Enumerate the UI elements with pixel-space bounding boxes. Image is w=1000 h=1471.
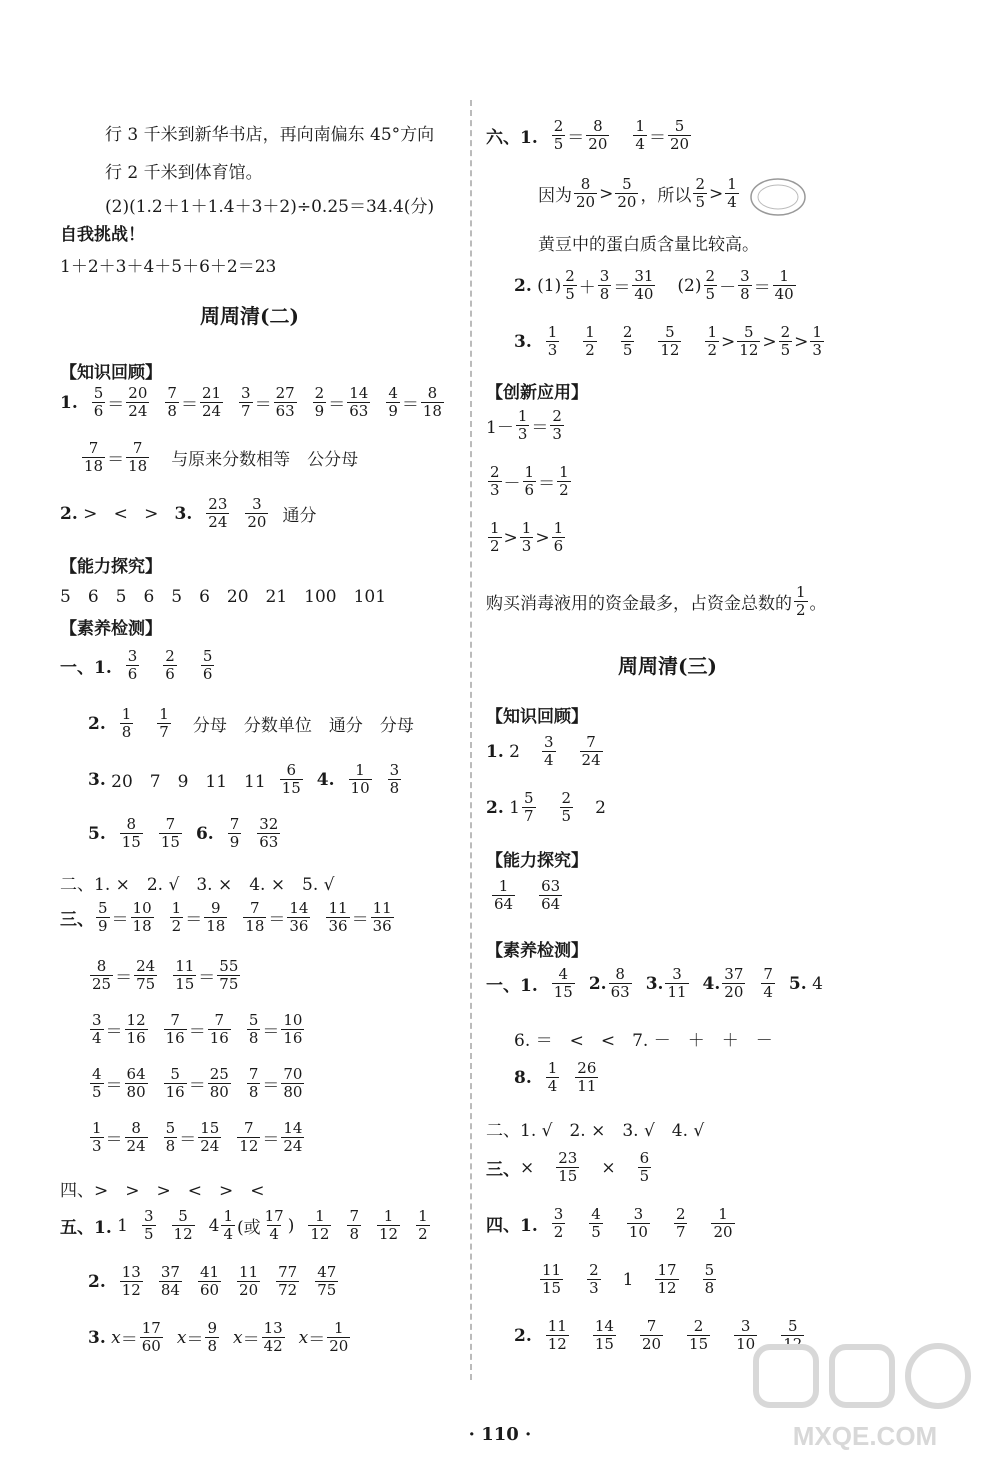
intro-line-2: 行 2 千米到体育馆。	[105, 163, 263, 183]
quality-judge-line: 二、1. × 2. √ 3. × 4. × 5. √	[60, 875, 335, 895]
quality-q1-3-text: 20 7 9 11 11	[111, 772, 266, 793]
stamp-graphic	[748, 175, 808, 219]
right-ability-title: 【能力探究】	[486, 851, 588, 871]
knowledge-note: 与原来分数相等 公分母	[171, 450, 359, 471]
quality-q1-5-6: 5. $\frac{8}{15}$ $\frac{7}{15}$ 6. $\frac{7}{9}$ $\frac{32}{63}$	[88, 815, 279, 852]
quality-q3-row5: $\frac{1}{3}$ ＝ $\frac{8}{24}$ $\frac{5}{8}$ ＝ $\frac{15}{24}$ $\frac{7}{12}$ ＝ $\frac{14}{24}$	[92, 1119, 303, 1156]
right-quality-q3: 三、 × $\frac{23}{15}$ × $\frac{6}{5}$	[486, 1149, 650, 1186]
innovate-row1: 1－ $\frac{1}{3}$ ＝ $\frac{2}{3}$	[486, 407, 562, 444]
quality-title: 【素养检测】	[60, 619, 162, 639]
quality-q1-1: 一、1. $\frac{3}{6}$ $\frac{2}{6}$ $\frac{5}{6}$	[60, 647, 213, 684]
column-divider	[470, 100, 472, 1380]
right-quality-q1-row1: 一、1. $\frac{4}{15}$ 2. $\frac{8}{63}$ 3. $\frac{3}{11}$ 4. $\frac{37}{20}$ $\frac{7}{4}$ 5. 4	[486, 965, 823, 1002]
knowledge-tongfen: 通分	[282, 506, 317, 527]
knowledge-q1-row2: $\frac{7}{18}$ ＝ $\frac{7}{18}$ 与原来分数相等 公分母	[84, 439, 359, 476]
innovate-answer: 购买消毒液用的资金最多，占资金总数的 $\frac{1}{2}$ 。	[486, 583, 827, 620]
knowledge-q1-row1: 1. $\frac{5}{6}$ ＝ $\frac{20}{24}$ $\frac{7}{8}$ ＝ $\frac{21}{24}$ $\frac{3}{7}$ ＝ $\frac{27}{63}$ $\frac{2}{9}$ ＝ $\frac{14}{63}$ $\frac{4}{9}$ ＝ $\frac{8}{18}$	[60, 384, 442, 421]
q6-reason: 因为 $\frac{8}{20}$ > $\frac{5}{20}$ ，所以 $\frac{2}{5}$ > $\frac{1}{4}$	[538, 175, 737, 212]
left-column	[0, 0, 470, 1400]
watermark-text: MXQE.COM	[792, 1421, 938, 1451]
quality-q3-row3: $\frac{3}{4}$ ＝ $\frac{12}{16}$ $\frac{7}{16}$ ＝ $\frac{7}{16}$ $\frac{5}{8}$ ＝ $\frac{10}{16}$	[92, 1011, 303, 1048]
quality-q1-2-words: 分母 分数单位 通分 分母	[192, 716, 414, 737]
q6-conclusion: 黄豆中的蛋白质含量比较高。	[538, 235, 759, 255]
quality-q5-2: 2. $\frac{13}{12}$ $\frac{37}{84}$ $\frac{41}{60}$ $\frac{11}{20}$ $\frac{77}{72}$ $\frac{47}{75}$	[88, 1263, 337, 1300]
q6-label: 六、1.	[486, 128, 538, 149]
right-quality-judge-line: 二、1. √ 2. × 3. √ 4. √	[486, 1121, 705, 1141]
quality-q5-1: 五、1. 1 $\frac{3}{5}$ $\frac{5}{12}$ 4 $\frac{1}{4}$ (或 $\frac{17}{4}$ ) $\frac{1}{12}$ $\frac{7}{8}$ $\frac{1}{12}$ $\frac{1}{2}$	[60, 1207, 428, 1244]
knowledge-q2-q3: 2. > < > 3. $\frac{23}{24}$ $\frac{3}{20}$ 通分	[60, 495, 317, 532]
innovate-row3: $\frac{1}{2}$ > $\frac{1}{3}$ > $\frac{1}{6}$	[490, 519, 564, 556]
q6-3: 3. $\frac{1}{3}$ $\frac{1}{2}$ $\frac{2}{5}$ $\frac{5}{12}$ $\frac{1}{2}$ > $\frac{5}{12}$ > $\frac{2}{5}$ > $\frac{1}{3}$	[514, 323, 822, 360]
challenge-answer: 1＋2＋3＋4＋5＋6＋2＝23	[60, 257, 277, 277]
quality-q3-row1: 三、 $\frac{5}{9}$ ＝ $\frac{10}{18}$ $\frac{1}{2}$ ＝ $\frac{9}{18}$ $\frac{7}{18}$ ＝ $\frac{14}{36}$ $\frac{11}{36}$ ＝ $\frac{11}{36}$	[60, 899, 392, 936]
intro-line-1: 行 3 千米到新华书店，再向南偏东 45°方向	[105, 125, 435, 145]
ability-title: 【能力探究】	[60, 557, 162, 577]
section-title-3: 周周清(三)	[618, 654, 717, 678]
innovate-row2: $\frac{2}{3}$ － $\frac{1}{6}$ ＝ $\frac{1}{2}$	[490, 463, 569, 500]
quality-compare-line: 四、> > > < > <	[60, 1181, 265, 1201]
ability-answer: 5 6 5 6 5 6 20 21 100 101	[60, 587, 387, 607]
right-quality-q4-1: 四、1. $\frac{3}{2}$ $\frac{4}{5}$ $\frac{3}{10}$ $\frac{2}{7}$ $\frac{1}{20}$	[486, 1205, 733, 1242]
right-quality-q4-1-row2: $\frac{11}{15}$ $\frac{2}{3}$ 1 $\frac{17}{12}$ $\frac{5}{8}$	[542, 1261, 715, 1298]
right-column	[478, 0, 1000, 1400]
right-quality-q6-7: 6. ＝ < < 7. － ＋ ＋ －	[514, 1031, 773, 1051]
right-knowledge-title: 【知识回顾】	[486, 707, 588, 727]
quality-q1-2: 2. $\frac{1}{8}$ $\frac{1}{7}$ 分母 分数单位 通分 分母	[88, 705, 414, 742]
right-quality-q4-2: 2. $\frac{11}{12}$ $\frac{14}{15}$ $\frac{7}{20}$ $\frac{2}{15}$ $\frac{3}{10}$ $\frac{5}{12}$	[514, 1317, 803, 1354]
knowledge-title: 【知识回顾】	[60, 363, 162, 383]
quality-q5-3: 3. x ＝ $\frac{17}{60}$ x ＝ $\frac{9}{8}$ x ＝ $\frac{13}{42}$ x ＝ $\frac{1}{20}$	[88, 1319, 349, 1356]
innovate-title: 【创新应用】	[486, 383, 588, 403]
q6-2: 2. (1) $\frac{2}{5}$ ＋ $\frac{3}{8}$ ＝ $\frac{31}{40}$ (2) $\frac{2}{5}$ － $\frac{3}{8}$ ＝ $\frac{1}{40}$	[514, 267, 794, 304]
page-number: · 110 ·	[468, 1424, 532, 1445]
section-title-2: 周周清(二)	[200, 304, 299, 328]
quality-q3-row2: $\frac{8}{25}$ ＝ $\frac{24}{75}$ $\frac{11}{15}$ ＝ $\frac{55}{75}$	[92, 957, 239, 994]
right-knowledge-q1: 1. 2 $\frac{3}{4}$ $\frac{7}{24}$	[486, 733, 601, 770]
q6-1: 六、1. $\frac{2}{5}$ ＝ $\frac{8}{20}$ $\frac{1}{4}$ ＝ $\frac{5}{20}$	[486, 117, 690, 154]
challenge-title: 自我挑战！	[60, 225, 145, 245]
watermark-logo	[750, 1337, 980, 1457]
quality-q3-row4: $\frac{4}{5}$ ＝ $\frac{64}{80}$ $\frac{5}{16}$ ＝ $\frac{25}{80}$ $\frac{7}{8}$ ＝ $\frac{70}{80}$	[92, 1065, 303, 1102]
intro-line-3: (2)(1.2＋1＋1.4＋3＋2)÷0.25＝34.4(分)	[105, 197, 435, 217]
right-quality-q8: 8. $\frac{1}{4}$ $\frac{26}{11}$	[514, 1059, 597, 1096]
right-knowledge-q2: 2. 1 $\frac{5}{7}$ $\frac{2}{5}$ 2	[486, 789, 606, 826]
quality-q1-3-4: 3. 20 7 9 11 11 $\frac{6}{15}$ 4. $\frac{1}{10}$ $\frac{3}{8}$	[88, 761, 400, 798]
right-quality-title: 【素养检测】	[486, 941, 588, 961]
right-ability-answer: $\frac{1}{64}$ $\frac{63}{64}$	[494, 877, 561, 914]
